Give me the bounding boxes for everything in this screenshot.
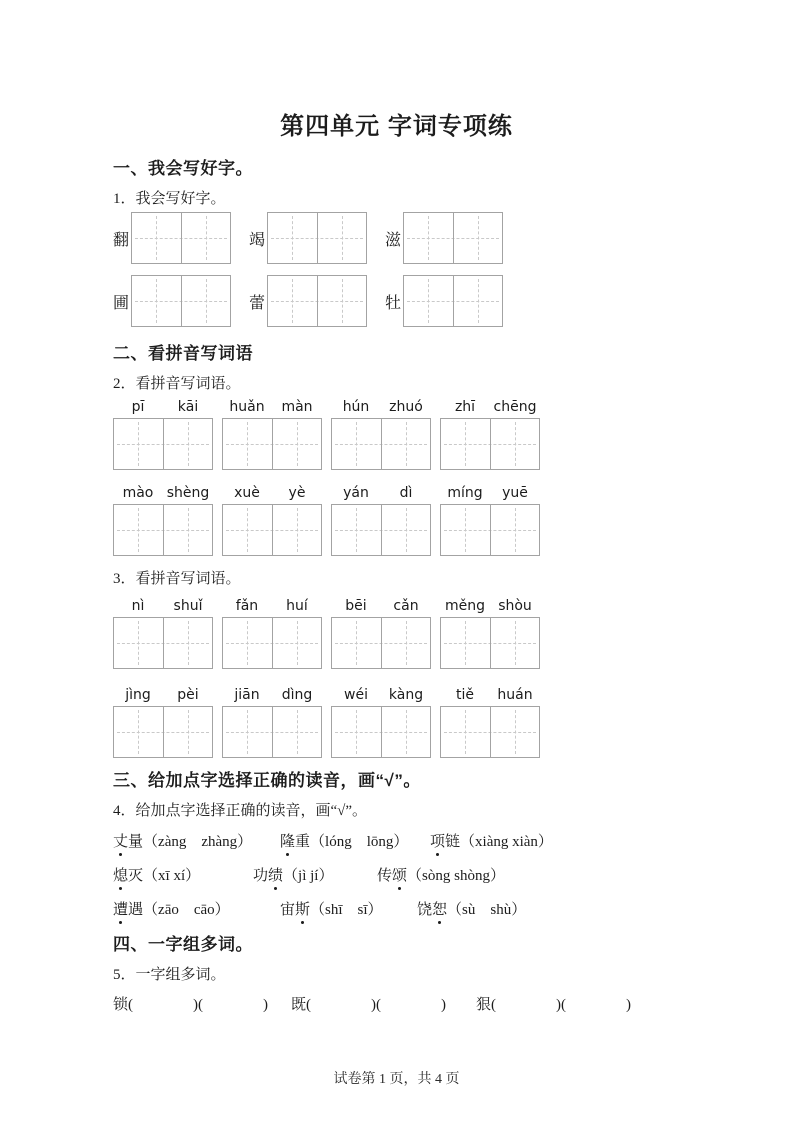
pronunciation-options: （xī xí） [143, 868, 201, 884]
answer-blanks: ( )( ) [306, 997, 446, 1013]
writing-grid-box [113, 504, 213, 556]
pinyin-word-group [222, 485, 322, 556]
grid-cell [453, 213, 503, 263]
page-title: 第四单元 字词专项练 [280, 113, 513, 140]
pinyin-row [113, 485, 723, 556]
grid-cell [381, 505, 431, 555]
writing-grid-box [440, 418, 540, 470]
pinyin-syllable: chēng [493, 399, 537, 415]
pinyin-syllable: pèi [177, 687, 199, 703]
plain-character: 量 [128, 834, 144, 850]
dotted-character: 项 [430, 832, 445, 853]
pinyin-word-group [440, 598, 540, 669]
word-building-item [113, 995, 291, 1016]
pinyin-syllable: měng [444, 598, 485, 614]
pronunciation-options: （zāo cāo） [143, 902, 230, 918]
pinyin-syllable: shòu [498, 598, 532, 614]
pinyin-syllable: dì [399, 485, 413, 501]
question-2-text: 2．看拼音写词语。 [113, 376, 241, 392]
writing-grid-box [113, 617, 213, 669]
pinyin-row [113, 687, 723, 758]
pinyin-syllable: yán [343, 485, 369, 501]
plain-character: 饶 [417, 902, 433, 918]
grid-cell [490, 618, 540, 668]
pinyin-word-group [331, 687, 431, 758]
pinyin-syllable: shèng [166, 485, 210, 501]
writing-grid-box [331, 504, 431, 556]
writing-grid-box [222, 418, 322, 470]
grid-cell [404, 276, 453, 326]
dotted-character: 绩 [268, 866, 283, 887]
grid-cell [114, 505, 163, 555]
grid-cell [381, 419, 431, 469]
pinyin-syllable: xuè [234, 485, 260, 501]
grid-cell [317, 213, 367, 263]
base-character: 锁 [113, 997, 129, 1013]
writing-grid-box [113, 706, 213, 758]
pinyin-word-group [440, 687, 540, 758]
dotted-character: 斯 [295, 900, 310, 921]
model-character: 蕾 [249, 294, 266, 312]
grid-cell [441, 618, 490, 668]
grid-cell [453, 276, 503, 326]
dotted-character: 恕 [432, 900, 447, 921]
model-character: 牡 [385, 294, 402, 312]
grid-cell [272, 707, 322, 757]
dotted-character: 熄 [113, 866, 128, 887]
pinyin-syllable: zhuó [389, 399, 423, 415]
pinyin-syllable: cǎn [393, 598, 419, 614]
plain-character: 链 [445, 834, 461, 850]
grid-cell [181, 213, 231, 263]
phonetic-item [113, 866, 253, 887]
pinyin-syllable: jìng [125, 687, 151, 703]
grid-cell [223, 707, 272, 757]
pinyin-syllable: huí [286, 598, 308, 614]
section-4-heading: 四、一字组多词。 [113, 935, 253, 954]
pinyin-syllable: hún [342, 399, 370, 415]
dotted-character: 隆 [280, 832, 295, 853]
pinyin-syllable: jiān [234, 687, 260, 703]
model-character: 滋 [385, 231, 402, 249]
pinyin-syllable: yuē [502, 485, 528, 501]
pinyin-syllable: pī [131, 399, 145, 415]
word-building-row [113, 995, 723, 1016]
writing-grid-box [331, 617, 431, 669]
grid-cell [441, 505, 490, 555]
writing-grid-box [331, 706, 431, 758]
writing-grid-box [440, 617, 540, 669]
pinyin-word-group [113, 485, 213, 556]
pinyin-word-group [113, 399, 213, 470]
grid-cell [441, 419, 490, 469]
grid-cell [317, 276, 367, 326]
plain-character: 重 [295, 834, 311, 850]
pinyin-row [113, 598, 723, 669]
question-4-text: 4．给加点字选择正确的读音，画“√”。 [113, 803, 368, 819]
writing-grid-box [440, 706, 540, 758]
phonetic-choice-row [113, 900, 723, 921]
pronunciation-options: （sù shù） [447, 902, 527, 918]
model-character: 翻 [113, 231, 130, 249]
grid-cell [332, 618, 381, 668]
pinyin-syllable: shuǐ [173, 598, 203, 614]
answer-blanks: ( )( ) [128, 997, 268, 1013]
pinyin-syllable: dìng [281, 687, 313, 703]
pinyin-syllable: tiě [456, 687, 474, 703]
dotted-character: 丈 [113, 832, 128, 853]
pinyin-syllable: yè [288, 485, 306, 501]
pronunciation-options: （shī sī） [310, 902, 383, 918]
pinyin-syllable: nì [131, 598, 145, 614]
grid-cell [223, 505, 272, 555]
phonetic-item [113, 832, 280, 853]
question-1-text: 1．我会写好字。 [113, 191, 226, 207]
grid-cell [332, 505, 381, 555]
grid-cell [381, 707, 431, 757]
writing-grid-box [403, 212, 503, 264]
pinyin-syllable: mào [122, 485, 154, 501]
grid-cell [114, 419, 163, 469]
pinyin-word-group [331, 485, 431, 556]
character-box-group [249, 275, 367, 327]
grid-cell [181, 276, 231, 326]
grid-cell [114, 618, 163, 668]
pinyin-word-group [331, 399, 431, 470]
phonetic-item [417, 900, 526, 921]
pinyin-word-group [113, 598, 213, 669]
writing-grid-box [222, 706, 322, 758]
question-3-text: 3．看拼音写词语。 [113, 571, 241, 587]
writing-grid-box [403, 275, 503, 327]
writing-grid-box [440, 504, 540, 556]
pinyin-syllable: wéi [344, 687, 368, 703]
grid-cell [332, 707, 381, 757]
question-5-text: 5．一字组多词。 [113, 967, 226, 983]
grid-cell [490, 505, 540, 555]
grid-cell [163, 618, 213, 668]
writing-grid-box [113, 418, 213, 470]
writing-grid-box [131, 212, 231, 264]
phonetic-choice-row [113, 832, 723, 853]
character-box-group [249, 212, 367, 264]
dotted-character: 遭 [113, 900, 128, 921]
base-character: 狠 [476, 997, 492, 1013]
plain-character: 遇 [128, 902, 144, 918]
grid-cell [272, 505, 322, 555]
word-building-item [476, 995, 631, 1016]
pinyin-word-group [222, 687, 322, 758]
section-3-heading: 三、给加点字选择正确的读音，画“√”。 [113, 771, 421, 790]
pinyin-syllable: kàng [388, 687, 424, 703]
plain-character: 功 [253, 868, 269, 884]
pinyin-syllable: fǎn [235, 598, 259, 614]
pinyin-word-group [113, 687, 213, 758]
pronunciation-options: （lóng lōng） [310, 834, 409, 850]
pinyin-word-group [440, 485, 540, 556]
grid-cell [490, 707, 540, 757]
character-box-group [385, 212, 503, 264]
grid-cell [132, 213, 181, 263]
grid-cell [490, 419, 540, 469]
character-box-group [113, 275, 231, 327]
section-1-heading: 一、我会写好字。 [113, 159, 253, 178]
phonetic-item [280, 832, 430, 853]
pinyin-word-group [331, 598, 431, 669]
character-practice-row [113, 212, 723, 264]
grid-cell [223, 419, 272, 469]
pinyin-word-group [222, 598, 322, 669]
grid-cell [381, 618, 431, 668]
writing-grid-box [222, 504, 322, 556]
grid-cell [272, 419, 322, 469]
grid-cell [332, 419, 381, 469]
pinyin-syllable: míng [447, 485, 483, 501]
phonetic-item [113, 900, 280, 921]
page-content [113, 157, 723, 1016]
pinyin-syllable: màn [281, 399, 313, 415]
pronunciation-options: （jì jí） [283, 868, 334, 884]
grid-cell [163, 419, 213, 469]
page-footer: 试卷第 1 页，共 4 页 [333, 1072, 460, 1087]
grid-cell [132, 276, 181, 326]
pinyin-row [113, 399, 723, 470]
base-character: 既 [291, 997, 307, 1013]
pronunciation-options: （sòng shòng） [407, 868, 505, 884]
phonetic-item [430, 832, 553, 853]
character-box-group [385, 275, 503, 327]
grid-cell [268, 213, 317, 263]
grid-cell [404, 213, 453, 263]
grid-cell [163, 707, 213, 757]
pinyin-word-group [222, 399, 322, 470]
word-building-item [291, 995, 476, 1016]
writing-grid-box [267, 275, 367, 327]
writing-grid-box [131, 275, 231, 327]
grid-cell [272, 618, 322, 668]
writing-grid-box [331, 418, 431, 470]
pinyin-syllable: kāi [177, 399, 199, 415]
pinyin-syllable: bēi [345, 598, 367, 614]
plain-character: 宙 [280, 902, 296, 918]
writing-grid-box [222, 617, 322, 669]
character-box-group [113, 212, 231, 264]
phonetic-item [377, 866, 505, 887]
section-2-heading: 二、看拼音写词语 [113, 344, 253, 363]
pronunciation-options: （xiàng xiàn） [460, 834, 553, 850]
phonetic-item [253, 866, 377, 887]
model-character: 竭 [249, 231, 266, 249]
phonetic-choice-row [113, 866, 723, 887]
grid-cell [114, 707, 163, 757]
plain-character: 传 [377, 868, 393, 884]
pronunciation-options: （zàng zhàng） [143, 834, 253, 850]
pinyin-syllable: zhī [454, 399, 476, 415]
grid-cell [223, 618, 272, 668]
plain-character: 灭 [128, 868, 144, 884]
model-character: 圃 [113, 294, 130, 312]
character-practice-row [113, 275, 723, 327]
pinyin-syllable: huán [497, 687, 533, 703]
grid-cell [441, 707, 490, 757]
phonetic-item [280, 900, 417, 921]
grid-cell [268, 276, 317, 326]
pinyin-syllable: huǎn [229, 399, 265, 415]
grid-cell [163, 505, 213, 555]
dotted-character: 颂 [392, 866, 407, 887]
writing-grid-box [267, 212, 367, 264]
answer-blanks: ( )( ) [491, 997, 631, 1013]
pinyin-word-group [440, 399, 540, 470]
